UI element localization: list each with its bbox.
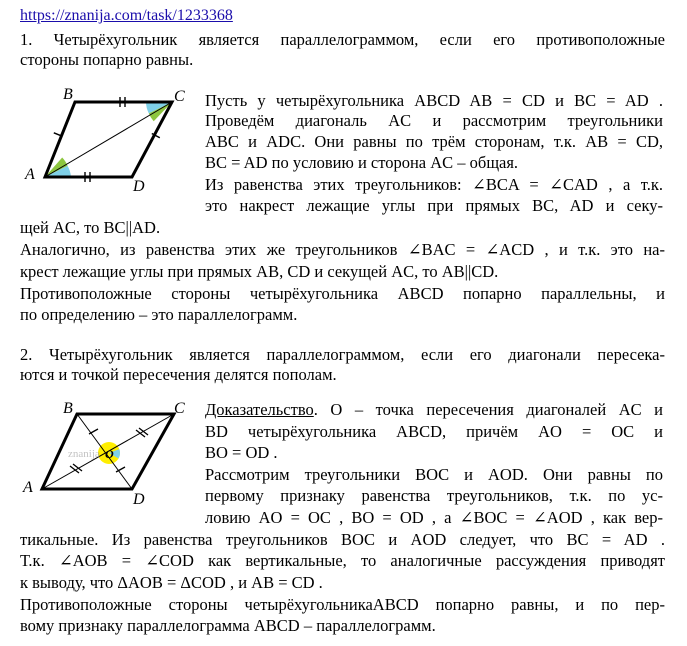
section1-text-line-10: Противоположные стороны четырёхугольника ABCD попарно параллельны, и [20, 284, 665, 303]
section1-text-line-1: Пусть у четырёхугольника ABCD AB = CD и BC = AD . [205, 91, 663, 110]
proof-word: Доказательство [205, 400, 314, 419]
section1-text-line-5: Из равенства этих треугольников: ∠BCA = ∠CAD , а т.к. [205, 175, 663, 194]
section1-heading-line-2: стороны попарно равны. [20, 50, 194, 69]
section1-text-line-7: щей AC, то BC||AD. [20, 218, 161, 237]
section1-text-line-4: BC = AD по условию и сторона AC – общая. [205, 153, 519, 172]
source-link[interactable]: https://znanija.com/task/1233368 [20, 7, 233, 24]
section2-text-line-4: Рассмотрим треугольники BOC и AOD. Они равны по [205, 465, 663, 484]
watermark: znanija [68, 448, 100, 460]
section2-text-line-8: Т.к. ∠AOB = ∠COD как вертикальные, то аналогичные рассуждения приводят [20, 551, 665, 570]
tick-marks-ab-cd [54, 133, 160, 138]
section2-text-line-5: первому признаку равенства треугольников, т.к. по ус- [205, 486, 663, 505]
vertex-label-b: B [63, 86, 73, 103]
center-label-o: O [105, 447, 114, 461]
section2-text-line-1-rest: . O – точка пересечения диагоналей AC и [313, 400, 663, 419]
vertex-label-c: C [174, 88, 185, 105]
vertex-label-c-2: C [174, 400, 185, 417]
vertex-label-d-2: D [133, 491, 145, 508]
section2-text-line-6: ловию AO = OC , BO = OD , а ∠BOC = ∠AOD , как вер- [205, 508, 663, 527]
section1-text-line-6: это накрест лежащие углы при прямых BC, AD и секу- [205, 196, 663, 215]
section2-text-line-1 [205, 400, 663, 420]
vertex-label-d: D [133, 178, 145, 194]
section1-text-line-9: крест лежащие углы при прямых AB, CD и секущей AC, то AB||CD. [20, 262, 499, 281]
section2-text-line-7: тикальные. Из равенства треугольников BOC и AOD следует, что BC = AD . [20, 530, 665, 549]
section1-text-line-11: по определению – это параллелограмм. [20, 305, 298, 324]
section2-text-line-10: Противоположные стороны четырёхугольникаABCD попарно равны, и по пер- [20, 595, 665, 614]
section1-text-line-2: Проведём диагональ AC и рассмотрим треугольники [205, 111, 663, 130]
vertex-label-a-2: A [23, 479, 33, 496]
parallelogram-figure-2 [22, 397, 202, 512]
section2-text-line-3: BO = OD . [205, 443, 278, 462]
section1-text-line-3: ABC и ADC. Они равны по трём сторонам, т.к. AB = CD, [205, 132, 663, 151]
section2-text-line-2: BD четырёхугольника ABCD, причём AO = OC и [205, 422, 663, 441]
section2-heading-line-1: 2. Четырёхугольник является параллелограммом, если его диагонали пересека- [20, 345, 665, 364]
section2-text-line-9: к выводу, что ΔAOB = ΔCOD , и AB = CD . [20, 573, 323, 592]
vertex-label-a: A [25, 166, 35, 183]
parallelogram-figure-1 [22, 84, 202, 194]
tick-marks-bc-ad [85, 97, 125, 182]
section2-heading-line-2: ются и точкой пересечения делятся пополам. [20, 365, 337, 384]
section1-heading-line-1: 1. Четырёхугольник является параллелограммом, если его противоположные [20, 30, 665, 49]
section2-text-line-11: вому признаку параллелограмма ABCD – параллелограмм. [20, 616, 436, 635]
section1-text-line-8: Аналогично, из равенства этих же треугольников ∠BAC = ∠ACD , и т.к. это на- [20, 240, 665, 259]
vertex-label-b-2: B [63, 400, 73, 417]
